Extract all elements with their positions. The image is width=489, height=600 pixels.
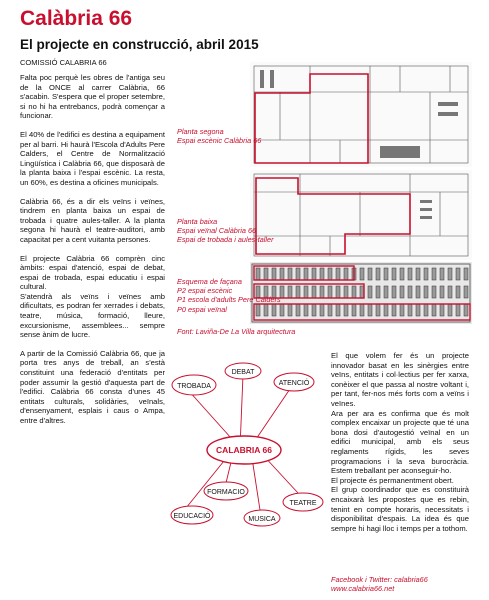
floor-plan-second — [250, 62, 472, 167]
facade-diagram — [250, 262, 472, 324]
caption-line: Espai de trobada i aules-taller — [177, 235, 274, 245]
facade-window — [440, 304, 444, 316]
caption-line: Esquema de façana — [177, 277, 242, 286]
facade-window — [432, 286, 436, 298]
facade-window — [336, 268, 340, 280]
facade-window — [288, 286, 292, 298]
facade-window — [304, 286, 308, 298]
facade-window — [400, 304, 404, 316]
facade-window — [312, 286, 316, 298]
facade-window — [456, 304, 460, 316]
facade-window — [328, 286, 332, 298]
mindmap-node-educacio: EDUCACIÓ — [173, 513, 211, 520]
facade-window — [336, 304, 340, 316]
mindmap-node-teatre: TEATRE — [289, 500, 317, 507]
facade-window — [392, 286, 396, 298]
caption-line: Espai veïnal Calàbria 66 — [177, 226, 257, 236]
facade-window — [408, 268, 412, 280]
caption-line: P2 espai escènic — [177, 286, 233, 296]
social-handle: Facebook i Twitter: calabria66 — [331, 575, 428, 584]
caption-facade — [177, 277, 281, 314]
facade-window — [448, 286, 452, 298]
caption-line: Planta baixa — [177, 217, 218, 226]
facade-window — [320, 304, 324, 316]
facade-window — [424, 268, 428, 280]
mindmap-node-musica: MUSICA — [248, 516, 276, 523]
mindmap-node-formacio: FORMACIO — [207, 489, 245, 496]
facade-window — [416, 286, 420, 298]
facade-window — [440, 268, 444, 280]
facade-window — [368, 268, 372, 280]
facade-window — [432, 304, 436, 316]
section-label: COMISSIÓ CALABRIA 66 — [20, 58, 107, 67]
facade-window — [424, 286, 428, 298]
facade-window — [392, 304, 396, 316]
left-paragraph: S'atendrà als veïns i veïnes amb dificultats, es podran fer xerrades i debats, teatre, música, formació, lleure, excursionisme, assemblees... sempre sense ànim de lucre. — [20, 291, 165, 340]
facade-window — [408, 286, 412, 298]
caption-line: Planta segona — [177, 127, 224, 136]
facade-window — [376, 304, 380, 316]
caption-source: Font: Laviña-De La Villa arquitectura — [177, 327, 296, 336]
facade-window — [352, 286, 356, 298]
caption-line: Espai escènic Calàbria 66 — [177, 136, 262, 146]
right-paragraph: El que volem fer és un projecte innovador basat en les sinèrgies entre veïns, entitats i col·lectius per fer xarxa, conèixer el que passa al nostre voltant i, per tant, fer-nos més forts com a veïns i veïnes. — [331, 351, 469, 408]
facade-window — [408, 304, 412, 316]
facade-window — [360, 304, 364, 316]
facade-window — [312, 268, 316, 280]
facade-window — [416, 268, 420, 280]
facade-window — [416, 304, 420, 316]
facade-window — [392, 268, 396, 280]
facade-window — [304, 268, 308, 280]
facade-window — [424, 304, 428, 316]
facade-window — [376, 268, 380, 280]
facade-window — [304, 304, 308, 316]
website-link[interactable]: www.calabria66.net — [331, 584, 395, 594]
facade-window — [328, 268, 332, 280]
facade-window — [352, 304, 356, 316]
facade-window — [328, 304, 332, 316]
facade-window — [400, 268, 404, 280]
caption-floor2 — [177, 127, 261, 145]
facade-window — [288, 304, 292, 316]
caption-line: P1 escola d'adults Pere Calders — [177, 295, 281, 305]
facade-window — [448, 268, 452, 280]
facade-window — [448, 304, 452, 316]
facade-window — [296, 268, 300, 280]
facade-window — [376, 286, 380, 298]
facade-window — [344, 304, 348, 316]
left-paragraph: A partir de la Comissió Calàbria 66, que ja porta tres anys de treball, an s'està constituint una federació d'entitats per poder assumir la gestió d'aquesta part de l'edifici. Calàbria 66 consta d'unes 45 entitats culturals, solidàries, veïnals, d'ensenyament, esplais i caus o Ampa, entre d'altres. — [20, 348, 165, 425]
facade-window — [288, 268, 292, 280]
page-title: Calàbria 66 — [20, 7, 133, 30]
facade-window — [296, 286, 300, 298]
facade-window — [368, 304, 372, 316]
facade-window — [464, 286, 468, 298]
facade-window — [400, 286, 404, 298]
facade-window — [432, 268, 436, 280]
facade-window — [344, 286, 348, 298]
facade-window — [336, 286, 340, 298]
mindmap-node-debat: DEBAT — [231, 369, 255, 376]
facade-window — [368, 286, 372, 298]
left-paragraph: Falta poc perquè les obres de l'antiga seu de la ONCE al carrer Calàbria, 66 s'acabin. S'espera que el proper setembre, si no hi ha entrebancs, podrà començar a funcionar. — [20, 73, 165, 121]
floor-plan-ground — [250, 170, 472, 260]
mindmap-node-trobada: TROBADA — [177, 383, 211, 390]
facade-window — [320, 286, 324, 298]
left-paragraph: El projecte Calàbria 66 comprèn cinc àmbits: espai d'atenció, espai de debat, espai de trobada, espai educatiu i espai cultural. — [20, 253, 165, 292]
facade-window — [344, 268, 348, 280]
left-paragraph: El 40% de l'edifici es destina a equipament per al barri. Hi haurà l'Escola d'Adults Pere Calders, el Centre de Normalització Lingüística i Calàbria 66, que disposarà de la planta baixa i l'espai escènic. La resta, un 60%, es destina a oficines municipals. — [20, 129, 165, 187]
mindmap-node-atencio: ATENCIÓ — [278, 380, 310, 387]
facade-window — [464, 268, 468, 280]
facade-window — [312, 304, 316, 316]
concept-mindmap — [170, 358, 328, 558]
facade-window — [456, 286, 460, 298]
left-paragraph: Calàbria 66, és a dir els veïns i veïnes, tindrem en planta baixa un espai de trobada i quatre aules-taller. A la planta segona hi haurà el teatre-auditori, amb capacitat per a cent vuitanta persones. — [20, 196, 165, 244]
caption-line: P0 espai veïnal — [177, 304, 227, 314]
caption-ground — [177, 217, 274, 245]
facade-window — [456, 268, 460, 280]
facade-window — [296, 304, 300, 316]
right-column — [331, 351, 469, 533]
facade-window — [320, 268, 324, 280]
right-paragraph: Ara per ara es confirma que és molt complex encaixar un projecte que té una bona dosi d'autogestió veïnal en un edifici municipal, amb els seus reglaments rígids, les seves programacions i la seva burocràcia. Estem treballant per aconseguir-ho. — [331, 408, 469, 476]
right-paragraph: El grup coordinador que es constituirà encaixarà les propostes que es rebin, tenint en compte horaris, necessitats i disponibilitat d'espais. La idea és que sempre hi hagi lloc i temps per a tothom. — [331, 485, 469, 533]
facade-window — [464, 304, 468, 316]
social-links — [331, 575, 428, 593]
mindmap-center-label: CALABRIA 66 — [216, 445, 272, 455]
facade-window — [384, 304, 388, 316]
right-paragraph: El projecte és permanentment obert. — [331, 475, 454, 485]
facade-window — [384, 268, 388, 280]
facade-window — [360, 268, 364, 280]
page-subtitle: El projecte en construcció, abril 2015 — [20, 37, 259, 52]
left-column — [20, 73, 165, 435]
facade-window — [440, 286, 444, 298]
facade-window — [384, 286, 388, 298]
